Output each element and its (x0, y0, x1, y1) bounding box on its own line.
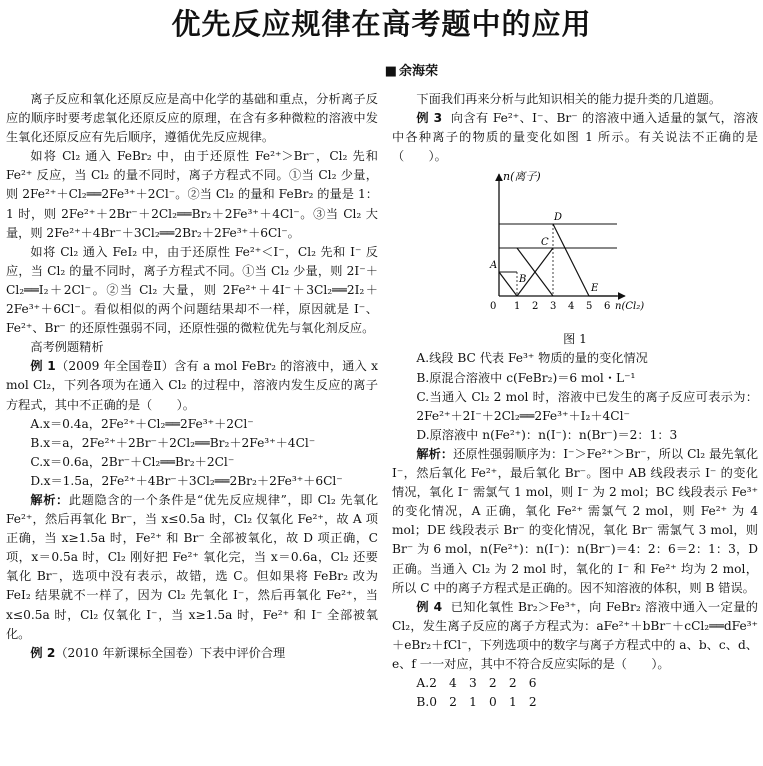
point-e: E (591, 283, 599, 295)
example-1-option-b: B.x＝a，2Fe²⁺＋2Br⁻＋2Cl₂══Br₂＋2Fe³⁺＋4Cl⁻ (30, 435, 316, 450)
solution-1-text: 此题隐含的一个条件是“优先反应规律”，即 Cl₂ 先氧化 Fe²⁺，然后再氧化 Br⁻，当 x≤0.5a 时，Cl₂ 仅氧化 Fe²⁺，故 A 项正确，当 x≥1.5a 时，Fe²⁺ 和 Br⁻ 全部被氧化，故 D 项正确，C 项，x＝0.5a 时，Cl₂ 刚好把 Fe²⁺ 氧化完，当 x＝0.6a，Cl₂ 还要氧化 Br⁻，选项中没有表示，故错，选 C。但如果将 FeBr₂ 改为 FeI₂ 结果就不一样了，因为 Cl₂ 先氧化 I⁻，然后再氧化 Fe²⁺，当 x≤0.5a 时，Cl₂ 仅氧化 I⁻，当 x≥1.5a 时，Fe²⁺ 和 I⁻ 全部被氧化。 (6, 492, 378, 641)
article-title: 优先反应规律在高考题中的应用 (171, 7, 592, 41)
segment-de (553, 224, 589, 296)
example-1 (6, 357, 378, 414)
example-2-label: 例 2 (30, 645, 56, 660)
solution-3 (392, 445, 758, 598)
example-4-option-b: B.0 2 1 0 1 2 (416, 695, 537, 710)
example-3-option-d: D.原溶液中 n(Fe²⁺)：n(I⁻)：n(Br⁻)＝2：1：3 (416, 427, 678, 442)
point-a: A (490, 260, 498, 272)
solution-1 (6, 491, 378, 644)
ion-amount-graph (485, 168, 655, 316)
tick-2: 2 (532, 301, 539, 313)
example-1-option-d: D.x＝1.5a，2Fe²⁺＋4Br⁻＋3Cl₂══2Br₂＋2Fe³⁺＋6Cl⁻ (30, 473, 343, 488)
febr2-paragraph: 如将 Cl₂ 通入 FeBr₂ 中，由于还原性 Fe²⁺＞Br⁻，Cl₂ 先和 Fe²⁺ 反应，当 Cl₂ 的量不同时，离子方程式不同。①当 Cl₂ 少量，则 2Fe²⁺＋Cl₂══2Fe³⁺＋2Cl⁻。②当 Cl₂ 的量和 FeBr₂ 的量是 1：1 时，则 2Fe²⁺＋2Br⁻＋2Cl₂══Br₂＋2Fe³⁺＋4Cl⁻。③当 Cl₂ 大量，则 2Fe²⁺＋4Br⁻＋3Cl₂══2Br₂＋2Fe³⁺＋6Cl⁻。 (6, 149, 378, 240)
author-name: ■ 余海荣 (385, 60, 438, 79)
tick-3: 3 (550, 301, 557, 313)
tick-1: 1 (514, 301, 521, 313)
section-heading: 高考例题精析 (30, 340, 104, 355)
figure-caption: 图 1 (563, 332, 587, 347)
example-3-text: 向含有 Fe²⁺、I⁻、Br⁻ 的溶液中通入适量的氯气，溶液中各种离子的物质的量变化如图 1 所示。有关说法不正确的是（ ）。 (392, 111, 759, 164)
example-4-label: 例 4 (416, 599, 443, 614)
segment-ab (499, 272, 517, 296)
example-3-option-c: C.当通入 Cl₂ 2 mol 时，溶液中已发生的离子反应可表示为：2Fe²⁺＋2I⁻＋2Cl₂══2Fe³⁺＋I₂＋4Cl⁻ (416, 389, 758, 423)
point-c: C (541, 237, 549, 249)
example-3-option-b: B.原混合溶液中 c(FeBr₂)＝6 mol・L⁻¹ (416, 370, 636, 385)
solution-3-text: 还原性强弱顺序为：I⁻＞Fe²⁺＞Br⁻，所以 Cl₂ 最先氧化 I⁻，然后氧化 Fe²⁺，最后氧化 Br⁻。图中 AB 线段表示 I⁻ 的变化情况，氧化 I⁻ 需氯气 1 mol，则 I⁻ 为 2 mol；BC 线段表示 Fe³⁺ 的变化情况，A 正确，氧化 Fe²⁺ 需氯气 2 mol，则 Fe²⁺ 为 4 mol；DE 线段表示 Br⁻ 的变化情况，氧化 Br⁻ 需氯气 3 mol，则 Br⁻ 为 6 mol，n(Fe²⁺)：n(I⁻)：n(Br⁻)＝4：2：6＝2：1：3，D 正确。当通入 Cl₂ 为 2 mol 时，氧化的 I⁻ 和 Fe²⁺ 均为 2 mol，所以 C 中的离子方程式是正确的。因不知溶液的体积，则 B 错误。 (392, 446, 759, 595)
intro-paragraph: 离子反应和氧化还原反应是高中化学的基础和重点，分析离子反应的顺序时要考虑氧化还原反应的原理，在含有多种微粒的溶液中发生氧化还原反应有先后顺序，遵循优先反应规律。 (6, 92, 378, 145)
right-column (392, 90, 758, 712)
example-1-text: （2009 年全国卷Ⅱ）含有 a mol FeBr₂ 的溶液中，通入 x mol Cl₂，下列各项为在通入 Cl₂ 的过程中，溶液内发生反应的离子方程式，其中不正确的是（ ）。 (6, 359, 378, 412)
example-1-label: 例 1 (30, 359, 56, 374)
point-b: B (519, 274, 527, 286)
transition-paragraph: 下面我们再来分析与此知识相关的能力提升类的几道题。 (416, 92, 722, 106)
example-3-option-a: A.线段 BC 代表 Fe³⁺ 物质的量的变化情况 (416, 351, 648, 366)
example-3-label: 例 3 (416, 111, 443, 126)
example-2-text: （2010 年新课标全国卷）下表中评价合理 (55, 645, 286, 660)
solution-1-label: 解析： (30, 492, 69, 507)
tick-4: 4 (568, 301, 575, 313)
solution-3-label: 解析： (416, 446, 454, 461)
example-4-text: 已知化氧性 Br₂＞Fe³⁺，向 FeBr₂ 溶液中通入一定量的 Cl₂，发生离子反应的离子方程式为：aFe²⁺＋bBr⁻＋cCl₂══dFe³⁺＋eBr₂＋fCl⁻，下列选项中的数字与离子方程式中的 a、b、c、d、e、f 一一对应，其中不符合反应实际的是（ ）。 (392, 599, 758, 671)
example-3 (392, 109, 758, 166)
example-2 (6, 644, 378, 663)
tick-5: 5 (586, 301, 593, 313)
example-4 (392, 598, 758, 674)
tick-6: 6 (604, 301, 611, 313)
figure-1 (392, 166, 758, 334)
example-1-option-a: A.x＝0.4a，2Fe²⁺＋Cl₂══2Fe³⁺＋2Cl⁻ (30, 416, 254, 431)
tick-0: 0 (490, 301, 497, 313)
x-axis-label: n(Cl₂) (615, 301, 645, 313)
fei2-paragraph: 如将 Cl₂ 通入 FeI₂ 中，由于还原性 Fe²⁺＜I⁻，Cl₂ 先和 I⁻ 反应，当 Cl₂ 的量不同时，离子方程式不同。①当 Cl₂ 少量，则 2I⁻＋Cl₂══I₂＋2Cl⁻。②当 Cl₂ 大量，则 2Fe²⁺＋4I⁻＋3Cl₂══2I₂＋2Fe³⁺＋6Cl⁻。看似相似的两个问题结果却不一样，原因就是 I⁻、Fe²⁺、Br⁻ 的还原性强弱不同，还原性强的微粒优先与氧化剂反应。 (6, 244, 378, 336)
y-axis-label: n(离子) (503, 170, 541, 184)
example-1-option-c: C.x＝0.6a，2Br⁻＋Cl₂══Br₂＋2Cl⁻ (30, 454, 235, 469)
point-d: D (554, 212, 563, 224)
left-column (6, 90, 378, 663)
example-4-option-a: A.2 4 3 2 2 6 (416, 676, 537, 691)
